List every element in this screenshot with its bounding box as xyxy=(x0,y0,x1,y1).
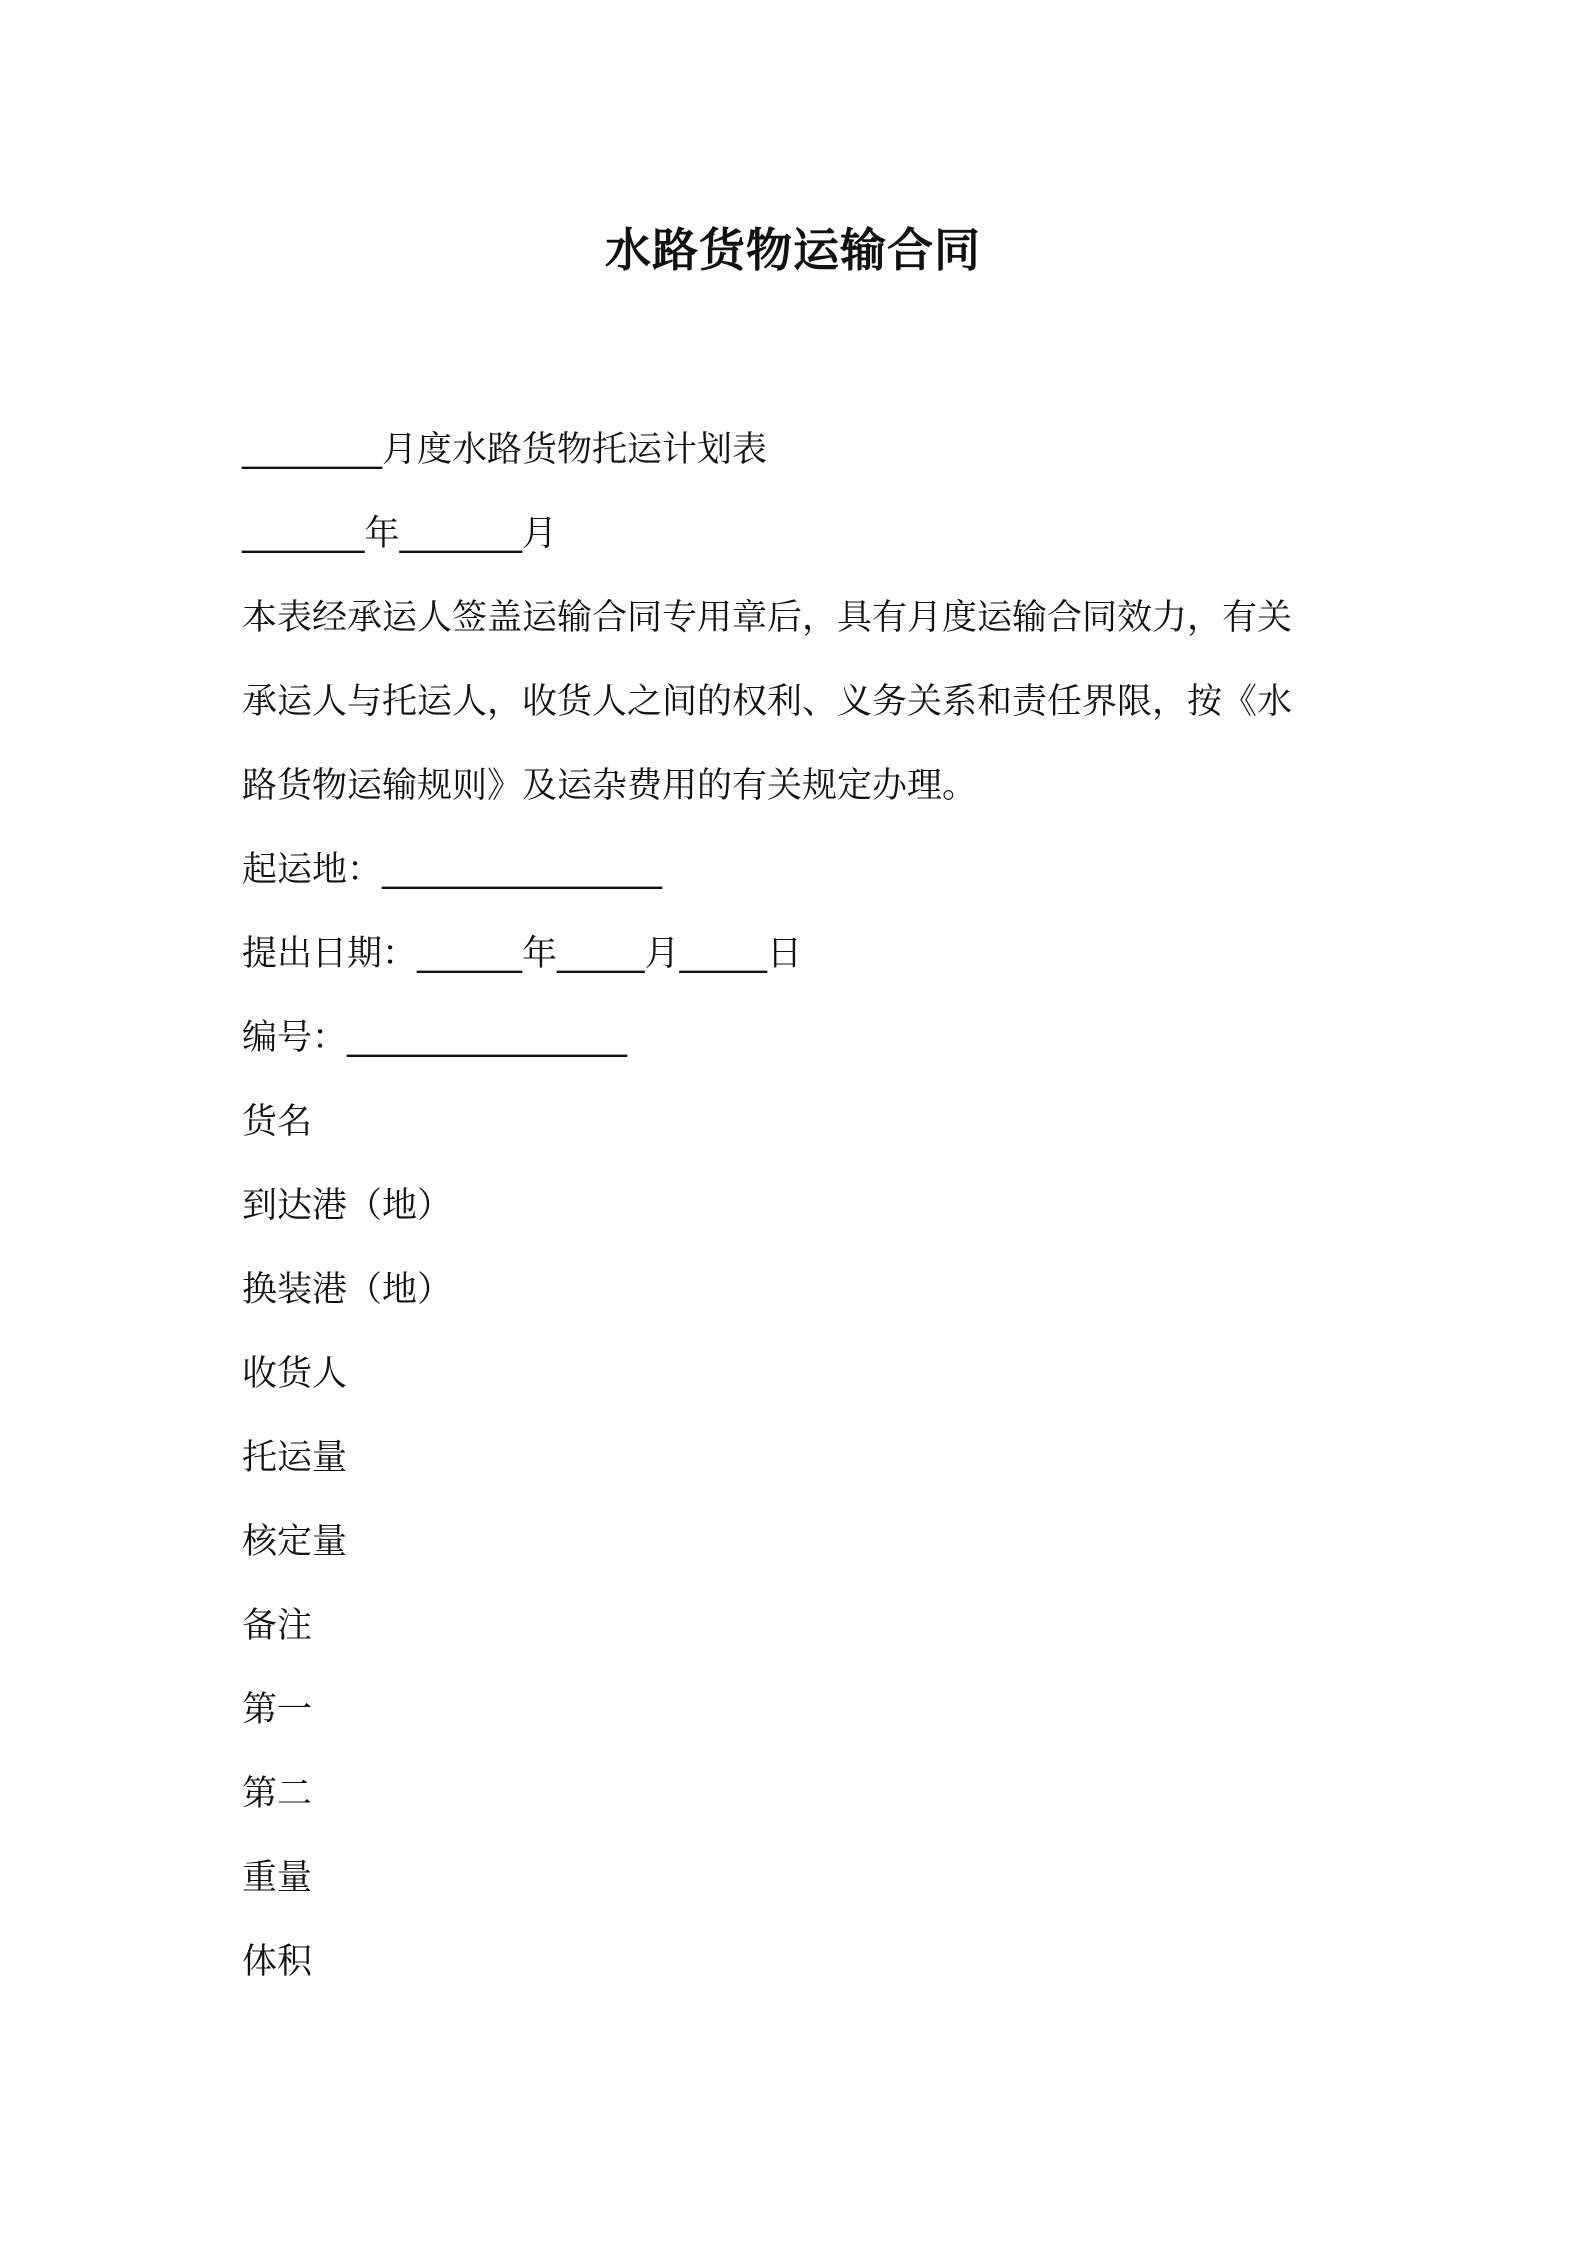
origin-field: 起运地：________________ xyxy=(242,850,663,890)
plan-table-heading: ________月度水路货物托运计划表 xyxy=(242,430,768,470)
submit-date-field: 提出日期：______年_____月_____日 xyxy=(242,934,803,974)
field-label: 重量 xyxy=(242,1858,313,1898)
field-label: 备注 xyxy=(242,1606,313,1646)
notice-line: 本表经承运人签盖运输合同专用章后，具有月度运输合同效力，有关 xyxy=(242,598,1293,638)
document-title: 水路货物运输合同 xyxy=(605,223,981,277)
notice-line: 承运人与托运人，收货人之间的权利、义务关系和责任界限，按《水 xyxy=(242,682,1293,722)
field-label: 换装港（地） xyxy=(242,1270,453,1310)
notice-paragraph xyxy=(242,576,1354,828)
year-month-line: _______年_______月 xyxy=(242,514,558,554)
field-label: 第一 xyxy=(242,1690,313,1730)
field-label: 到达港（地） xyxy=(242,1186,453,1226)
number-field: 编号：________________ xyxy=(242,1018,628,1058)
field-label: 体积 xyxy=(242,1942,313,1982)
notice-line: 路货物运输规则》及运杂费用的有关规定办理。 xyxy=(242,766,978,806)
field-label: 货名 xyxy=(242,1102,313,1142)
document-body xyxy=(242,408,1354,2004)
field-label: 第二 xyxy=(242,1774,313,1814)
field-label: 收货人 xyxy=(242,1354,348,1394)
field-label: 核定量 xyxy=(242,1522,348,1562)
field-label: 托运量 xyxy=(242,1438,348,1478)
